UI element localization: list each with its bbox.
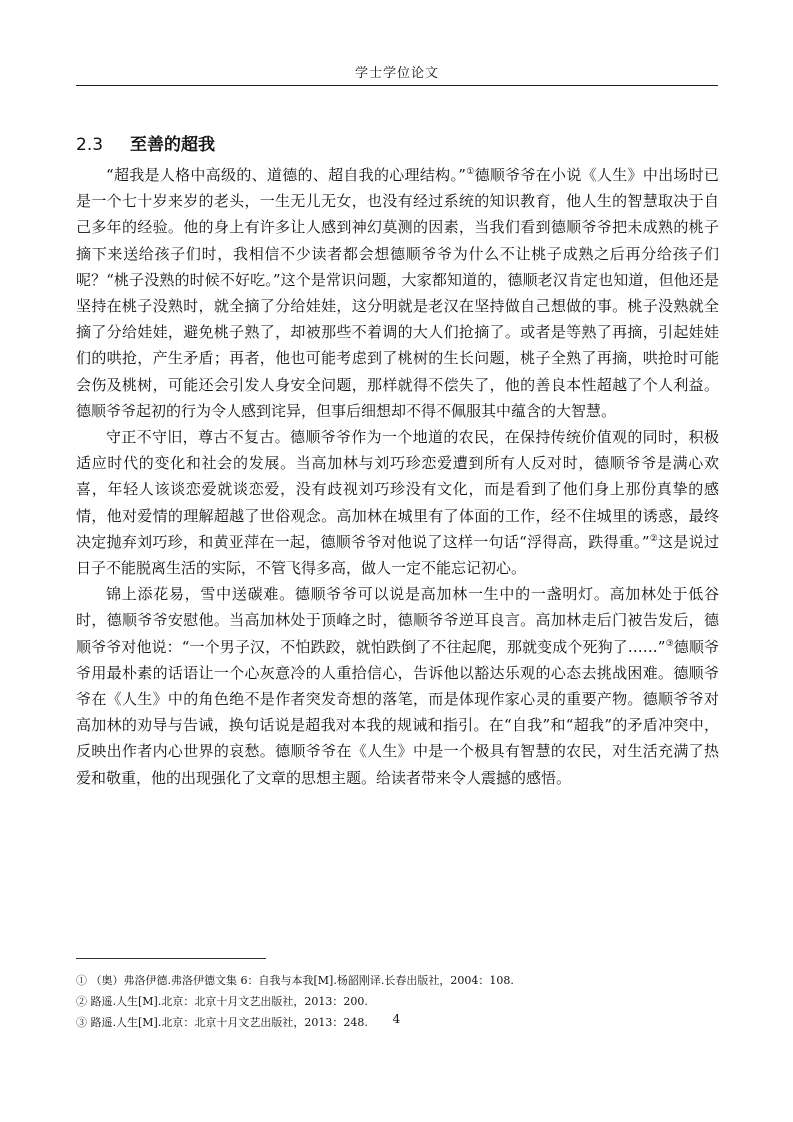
- paragraph-text: 这是说过日子不能脱离生活的实际，不管飞得多高，做人一定不能忘记初心。: [76, 532, 719, 578]
- footnote-marker[interactable]: ②: [649, 533, 659, 544]
- paragraph: [76, 162, 719, 424]
- footnote: ① （奥）弗洛伊德.弗洛伊德文集 6：自我与本我[M].杨韶刚译.长春出版社，2004：108.: [76, 974, 514, 987]
- footnote-rule: [76, 958, 266, 959]
- section-title: 至善的超我: [130, 135, 215, 155]
- paragraph-text: “超我是人格中高级的、道德的、超自我的心理结构。”: [106, 166, 466, 184]
- footnote-marker[interactable]: ③: [665, 638, 674, 649]
- body-text: [76, 162, 719, 791]
- footnote-marker[interactable]: ①: [465, 167, 475, 177]
- paragraph-text: 德顺爷爷在小说《人生》中出场时已是一个七十岁来岁的老头，一生无儿无女，也没有经过系统的知识教育，他人生的智慧取决于自己多年的经验。他的身上有许多让人感到神幻莫测的因素，当我们看到德顺爷爷把未成熟的桃子摘下来送给孩子们时，我相信不少读者都会想德顺爷爷为什么不让桃子成熟之后再分给孩子们呢？“桃子没熟的时候不好吃。”这个是常识问题，大家都知道的，德顺老汉肯定也知道，但他还是坚持在桃子没熟时，就全摘了分给娃娃，这分明就是老汉在坚持做自己想做的事。桃子没熟就全摘了分给娃娃，避免桃子熟了，却被那些不着调的大人们抢摘了。或者是等熟了再摘，引起娃娃们的哄抢，产生矛盾；再者，他也可能考虑到了桃树的生长问题，桃子全熟了再摘，哄抢时可能会伤及桃树，可能还会引发人身安全问题，那样就得不偿失了，他的善良本性超越了个人利益。德顺爷爷起初的行为令人感到诧异，但事后细想却不得不佩服其中蕴含的大智慧。: [76, 166, 719, 420]
- paragraph-text: 守正不守旧，尊古不复古。德顺爷爷作为一个地道的农民，在保持传统价值观的同时，积极适应时代的变化和社会的发展。当高加林与刘巧珍恋爱遭到所有人反对时，德顺爷爷是满心欢喜，年轻人该谈恋爱就谈恋爱，没有歧视刘巧珍没有文化，而是看到了他们身上那份真挚的感情，他对爱情的理解超越了世俗观念。高加林在城里有了体面的工作，经不住城里的诱惑，最终决定抛弃刘巧珍，和黄亚萍在一起，德顺爷爷对他说了这样一句话“浮得高，跌得重。”: [76, 428, 719, 551]
- paragraph-text: 德顺爷爷用最朴素的话语让一个心灰意冷的人重拾信心，告诉他以豁达乐观的心态去挑战困难。德顺爷爷在《人生》中的角色绝不是作者突发奇想的落笔，而是体现作家心灵的重要产物。德顺爷爷对高加林的劝导与告诫，换句话说是超我对本我的规诫和指引。在“自我”和“超我”的矛盾冲突中，反映出作者内心世界的哀愁。德顺爷爷在《人生》中是一个极具有智慧的农民，对生活充满了热爱和敬重，他的出现强化了文章的思想主题。给读者带来令人震撼的感悟。: [76, 637, 719, 787]
- page-number: 4: [392, 1012, 401, 1026]
- header-rule: [76, 85, 718, 86]
- footnote: ③ 路遥.人生[M].北京：北京十月文艺出版社，2013：248.: [76, 1016, 368, 1029]
- section-heading: [76, 130, 215, 155]
- paragraph-text: 锦上添花易，雪中送碳难。德顺爷爷可以说是高加林一生中的一盏明灯。高加林处于低谷时，德顺爷爷安慰他。当高加林处于顶峰之时，德顺爷爷逆耳良言。高加林走后门被告发后，德顺爷爷对他说：“一个男子汉，不怕跌跤，就怕跌倒了不往起爬，那就变成个死狗了……”: [76, 585, 719, 656]
- section-number: 2.3: [76, 135, 104, 155]
- running-header: 学士学位论文: [354, 66, 439, 81]
- paragraph: [76, 581, 719, 791]
- footnote: ② 路遥.人生[M].北京：北京十月文艺出版社，2013：200.: [76, 995, 368, 1008]
- paragraph: [76, 424, 719, 581]
